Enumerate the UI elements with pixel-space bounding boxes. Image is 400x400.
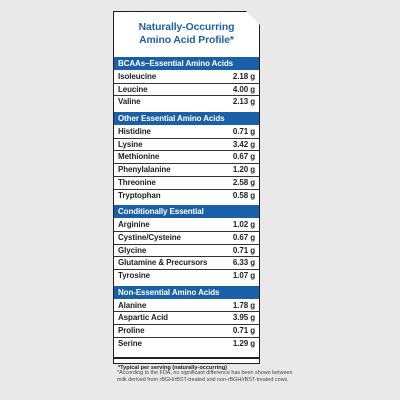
table-row [114,164,259,177]
table-row [114,270,259,283]
table-row [114,177,259,190]
table-row [114,126,259,139]
section-header: BCAAs–Essential Amino Acids [114,57,259,70]
amino-value: 0.58 g [232,190,255,200]
table-row [114,312,259,325]
amino-value: 1.20 g [232,165,255,175]
table-row [114,71,259,84]
table-row [114,300,259,313]
label-corner-notch [246,11,260,25]
amino-name: Tryptophan [118,190,161,200]
amino-value: 1.07 g [232,270,255,280]
amino-name: Arginine [118,220,150,230]
amino-name: Tyrosine [118,270,150,280]
amino-name: Methionine [118,152,160,162]
section-header: Non-Essential Amino Acids [114,286,259,299]
amino-name: Alanine [118,300,147,310]
amino-acid-label [113,11,260,372]
amino-value: 6.33 g [232,258,255,268]
table-row [114,139,259,152]
amino-value: 3.42 g [232,139,255,149]
table-row [114,151,259,164]
title-line-1: Naturally-Occurring [138,22,235,33]
amino-name: Threonine [118,177,156,187]
section-header: Other Essential Amino Acids [114,112,259,125]
amino-value: 4.00 g [232,84,255,94]
amino-value: 0.67 g [232,232,255,242]
amino-value: 3.95 g [232,313,255,323]
table-row [114,190,259,203]
table-row [114,257,259,270]
section-other-essential [114,112,259,205]
amino-name: Glycine [118,245,147,255]
table-row [114,84,259,97]
section-non-essential [114,286,259,354]
amino-value: 1.29 g [232,338,255,348]
section-bcaa [114,57,259,112]
amino-name: Glutamine & Precursors [118,258,208,268]
amino-name: Histidine [118,127,151,137]
title-line-2: Amino Acid Profile* [139,35,234,46]
serving-footnote: *Typical per serving (naturally-occurring) [114,357,259,371]
amino-name: Aspartic Acid [118,313,168,323]
amino-value: 0.71 g [232,127,255,137]
table-row [114,245,259,258]
amino-value: 0.71 g [232,245,255,255]
amino-name: Cystine/Cysteine [118,232,181,242]
amino-value: 2.58 g [232,177,255,187]
amino-value: 0.67 g [232,152,255,162]
amino-name: Proline [118,326,145,335]
amino-value: 1.78 g [232,300,255,310]
table-row [114,338,259,351]
table-row [114,96,259,109]
table-row [114,219,259,232]
section-header: Conditionally Essential [114,205,259,218]
label-title [114,21,259,57]
amino-value: 0.71 g [232,326,255,335]
amino-value: 2.13 g [232,97,255,107]
table-row [114,325,259,338]
amino-name: Serine [118,338,142,348]
amino-name: Phenylalanine [118,165,171,175]
section-conditionally-essential [114,205,259,285]
amino-name: Leucine [118,84,148,94]
fda-disclaimer: *According to the FDA, no significant difference has been shown between milk derived from rBGH/rBST-treated and non-rBGH/rBST-treated cows. [117,370,293,383]
amino-value: 2.18 g [232,72,255,81]
amino-name: Isoleucine [118,72,157,81]
amino-name: Lysine [118,139,143,149]
amino-value: 1.02 g [232,220,255,230]
table-row [114,232,259,245]
amino-name: Valine [118,97,141,107]
